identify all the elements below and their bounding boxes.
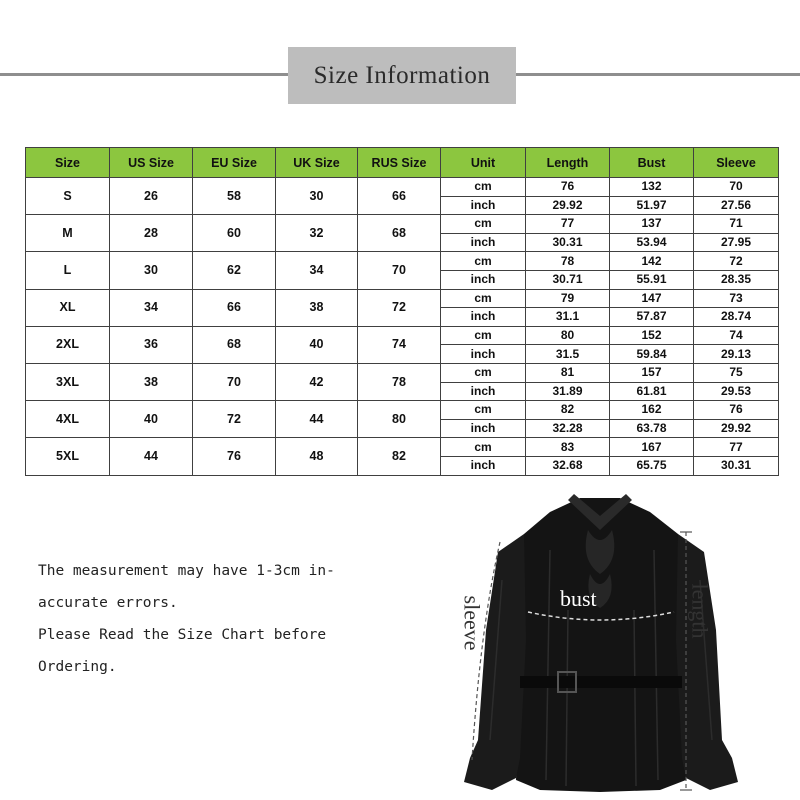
table-row	[26, 252, 779, 271]
size-cell: 2XL	[26, 326, 110, 363]
uk-size-cell: 42	[276, 363, 358, 400]
page-title: Size Information	[313, 61, 491, 89]
sleeve-cell: 74	[694, 326, 779, 345]
sleeve-cell: 70	[694, 178, 779, 197]
unit-cell: cm	[441, 438, 526, 457]
uk-size-cell: 34	[276, 252, 358, 289]
length-cell: 31.5	[526, 345, 610, 364]
uk-size-cell: 32	[276, 215, 358, 252]
size-cell: L	[26, 252, 110, 289]
sleeve-cell: 72	[694, 252, 779, 271]
unit-cell: inch	[441, 345, 526, 364]
rus-size-cell: 82	[358, 438, 441, 475]
us-size-cell: 36	[110, 326, 193, 363]
header-eu-size: EU Size	[193, 148, 276, 178]
unit-cell: cm	[441, 215, 526, 234]
bust-cell: 152	[610, 326, 694, 345]
length-cell: 32.28	[526, 419, 610, 438]
bust-cell: 57.87	[610, 308, 694, 327]
length-cell: 83	[526, 438, 610, 457]
eu-size-cell: 58	[193, 178, 276, 215]
unit-cell: cm	[441, 401, 526, 420]
length-label: length	[687, 583, 713, 639]
size-cell: 4XL	[26, 401, 110, 438]
sleeve-label: sleeve	[459, 595, 485, 651]
uk-size-cell: 44	[276, 401, 358, 438]
length-cell: 31.89	[526, 382, 610, 401]
eu-size-cell: 72	[193, 401, 276, 438]
header-uk-size: UK Size	[276, 148, 358, 178]
bust-cell: 142	[610, 252, 694, 271]
header-rus-size: RUS Size	[358, 148, 441, 178]
sleeve-cell: 29.92	[694, 419, 779, 438]
us-size-cell: 34	[110, 289, 193, 326]
sleeve-cell: 76	[694, 401, 779, 420]
unit-cell: inch	[441, 233, 526, 252]
unit-cell: inch	[441, 308, 526, 327]
measurement-note	[38, 555, 418, 683]
unit-cell: inch	[441, 382, 526, 401]
bust-cell: 132	[610, 178, 694, 197]
sleeve-cell: 73	[694, 289, 779, 308]
bust-cell: 55.91	[610, 270, 694, 289]
eu-size-cell: 68	[193, 326, 276, 363]
sleeve-cell: 28.35	[694, 270, 779, 289]
sleeve-cell: 77	[694, 438, 779, 457]
length-cell: 77	[526, 215, 610, 234]
rus-size-cell: 68	[358, 215, 441, 252]
bust-cell: 65.75	[610, 456, 694, 475]
bust-cell: 51.97	[610, 196, 694, 215]
uk-size-cell: 38	[276, 289, 358, 326]
bust-cell: 157	[610, 363, 694, 382]
unit-cell: cm	[441, 289, 526, 308]
eu-size-cell: 76	[193, 438, 276, 475]
bust-cell: 53.94	[610, 233, 694, 252]
size-cell: M	[26, 215, 110, 252]
eu-size-cell: 62	[193, 252, 276, 289]
note-line: The measurement may have 1-3cm in-	[38, 563, 335, 579]
table-row	[26, 178, 779, 197]
size-cell: XL	[26, 289, 110, 326]
note-line: Ordering.	[38, 659, 117, 675]
rus-size-cell: 72	[358, 289, 441, 326]
table-row	[26, 326, 779, 345]
rus-size-cell: 66	[358, 178, 441, 215]
sleeve-cell: 27.95	[694, 233, 779, 252]
unit-cell: inch	[441, 196, 526, 215]
unit-cell: cm	[441, 363, 526, 382]
table-header-row	[26, 148, 779, 178]
unit-cell: cm	[441, 326, 526, 345]
bust-cell: 147	[610, 289, 694, 308]
bust-cell: 61.81	[610, 382, 694, 401]
table-row	[26, 289, 779, 308]
sleeve-cell: 27.56	[694, 196, 779, 215]
sleeve-cell: 75	[694, 363, 779, 382]
unit-cell: inch	[441, 419, 526, 438]
unit-cell: cm	[441, 178, 526, 197]
rus-size-cell: 74	[358, 326, 441, 363]
table-row	[26, 215, 779, 234]
eu-size-cell: 66	[193, 289, 276, 326]
shirt-image	[450, 490, 750, 800]
length-cell: 78	[526, 252, 610, 271]
size-cell: 5XL	[26, 438, 110, 475]
unit-cell: cm	[441, 252, 526, 271]
bust-cell: 137	[610, 215, 694, 234]
eu-size-cell: 60	[193, 215, 276, 252]
length-cell: 31.1	[526, 308, 610, 327]
unit-cell: inch	[441, 456, 526, 475]
us-size-cell: 28	[110, 215, 193, 252]
rus-size-cell: 80	[358, 401, 441, 438]
header-bust: Bust	[610, 148, 694, 178]
rus-size-cell: 70	[358, 252, 441, 289]
size-table	[25, 147, 779, 476]
sleeve-cell: 28.74	[694, 308, 779, 327]
bust-cell: 162	[610, 401, 694, 420]
us-size-cell: 44	[110, 438, 193, 475]
sleeve-cell: 30.31	[694, 456, 779, 475]
bust-cell: 59.84	[610, 345, 694, 364]
uk-size-cell: 40	[276, 326, 358, 363]
size-cell: 3XL	[26, 363, 110, 400]
us-size-cell: 26	[110, 178, 193, 215]
us-size-cell: 30	[110, 252, 193, 289]
size-cell: S	[26, 178, 110, 215]
table-row	[26, 401, 779, 420]
length-cell: 32.68	[526, 456, 610, 475]
sleeve-cell: 71	[694, 215, 779, 234]
note-line: accurate errors.	[38, 595, 178, 611]
sleeve-cell: 29.13	[694, 345, 779, 364]
bust-label: bust	[560, 586, 597, 611]
shirt-diagram	[450, 490, 750, 800]
header-length: Length	[526, 148, 610, 178]
us-size-cell: 38	[110, 363, 193, 400]
header-us-size: US Size	[110, 148, 193, 178]
header-sleeve: Sleeve	[694, 148, 779, 178]
table-row	[26, 363, 779, 382]
table-row	[26, 438, 779, 457]
length-cell: 79	[526, 289, 610, 308]
length-cell: 80	[526, 326, 610, 345]
uk-size-cell: 30	[276, 178, 358, 215]
us-size-cell: 40	[110, 401, 193, 438]
bust-cell: 167	[610, 438, 694, 457]
header-unit: Unit	[441, 148, 526, 178]
length-cell: 81	[526, 363, 610, 382]
rus-size-cell: 78	[358, 363, 441, 400]
unit-cell: inch	[441, 270, 526, 289]
title-banner	[288, 47, 516, 104]
header-size: Size	[26, 148, 110, 178]
uk-size-cell: 48	[276, 438, 358, 475]
eu-size-cell: 70	[193, 363, 276, 400]
length-cell: 29.92	[526, 196, 610, 215]
length-cell: 76	[526, 178, 610, 197]
sleeve-cell: 29.53	[694, 382, 779, 401]
length-cell: 82	[526, 401, 610, 420]
bust-cell: 63.78	[610, 419, 694, 438]
note-line: Please Read the Size Chart before	[38, 627, 327, 643]
length-cell: 30.71	[526, 270, 610, 289]
length-cell: 30.31	[526, 233, 610, 252]
